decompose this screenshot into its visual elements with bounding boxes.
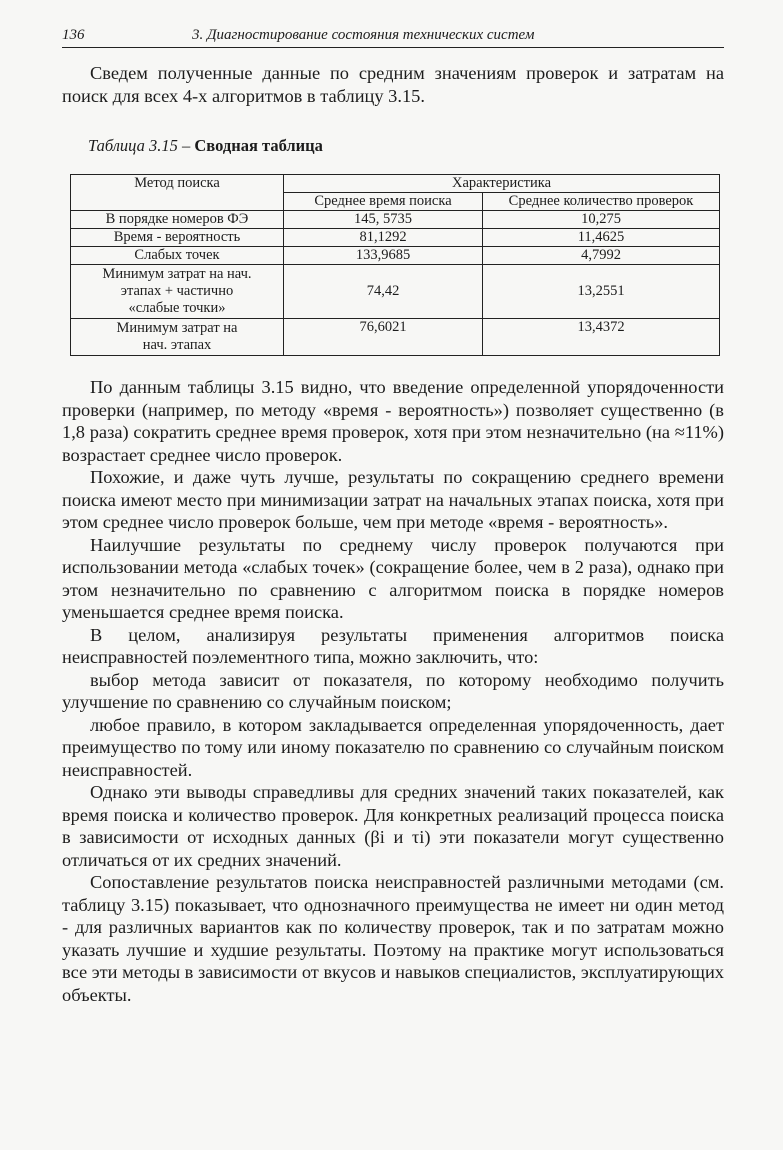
cell-checks: 13,4372: [483, 319, 720, 356]
body-paragraph: Похожие, и даже чуть лучше, результаты по сокращению среднего времени поиска имеют место при минимизации затрат на начальных этапах поиска, хотя при этом среднее число проверок больше, чем при методе «время - вероятность».: [62, 467, 724, 532]
cell-checks: 4,7992: [483, 247, 720, 265]
page-number: 136: [62, 27, 85, 43]
cell-time: 76,6021: [284, 319, 483, 356]
body-paragraph: В целом, анализируя результаты применения алгоритмов поиска неисправностей поэлементного типа, можно заключить, что:: [62, 624, 724, 667]
list-item: любое правило, в котором закладывается определенная упорядоченность, дает преимущество по тому или иному показателю по сравнению со случайным поиском неисправностей.: [62, 714, 724, 780]
cell-checks: 10,275: [483, 211, 720, 229]
header-avg-checks: Среднее количество проверок: [483, 193, 720, 211]
table-row: [71, 319, 720, 356]
table-caption: [88, 135, 724, 157]
header-avg-time: Среднее время поиска: [284, 193, 483, 211]
cell-method: Слабых точек: [71, 247, 284, 265]
header-characteristic: Характеристика: [284, 175, 720, 193]
summary-table: [70, 174, 720, 356]
cell-method: Минимум затрат на нач. этапах: [71, 319, 284, 356]
header-method: Метод поиска: [71, 175, 284, 211]
page: [62, 24, 724, 1006]
intro-paragraph: Сведем полученные данные по средним значениям проверок и затратам на поиск для всех 4-х алгоритмов в таблицу 3.15.: [62, 63, 724, 106]
cell-checks: 11,4625: [483, 229, 720, 247]
table-header-row: [71, 175, 720, 193]
cell-time: 81,1292: [284, 229, 483, 247]
cell-time: 133,9685: [284, 247, 483, 265]
running-title: 3. Диагностирование состояния технических систем: [192, 27, 535, 43]
body-paragraph: Сопоставление результатов поиска неисправностей различными методами (см. таблицу 3.15) показывает, что однозначного преимущества не имеет ни один метод - для различных вариантов как по количеству проверок, так и по затратам можно указать лучшие и худшие результаты. Поэтому на практике могут использоваться все эти методы в зависимости от вкусов и навыков специалистов, эксплуатирующих объекты.: [62, 872, 724, 1005]
cell-method: Время - вероятность: [71, 229, 284, 247]
cell-time: 145, 5735: [284, 211, 483, 229]
cell-checks: 13,2551: [483, 265, 720, 319]
body-text: [62, 376, 724, 1006]
table-row: [71, 247, 720, 265]
table-row: [71, 211, 720, 229]
table-row: [71, 229, 720, 247]
body-paragraph: Наилучшие результаты по среднему числу проверок получаются при использовании метода «слабых точек» (сокращение более, чем в 2 раза), однако при этом незначительно по сравнению с алгоритмом поиска в порядке номеров уменьшается среднее время поиска.: [62, 534, 724, 622]
body-paragraph: По данным таблицы 3.15 видно, что введение определенной упорядоченности проверки (например, по методу «время - вероятность») позволяет существенно (в 1,8 раза) сократить среднее время проверок, хотя при этом незначительно (на ≈11%) возрастает среднее число проверок.: [62, 377, 724, 465]
table-caption-name: Сводная таблица: [194, 136, 323, 155]
table-row: [71, 265, 720, 319]
table-caption-number: Таблица 3.15 –: [88, 136, 191, 155]
cell-time: 74,42: [284, 265, 483, 319]
cell-method: Минимум затрат на нач. этапах + частично «слабые точки»: [71, 265, 284, 319]
body-paragraph: Однако эти выводы справедливы для средних значений таких показателей, как время поиска и количество проверок. Для конкретных реализаций процесса поиска в зависимости от исходных данных (βi и τi) эти показатели могут существенно отличаться от их средних значений.: [62, 782, 724, 870]
running-header: [62, 24, 724, 48]
cell-method: В порядке номеров ФЭ: [71, 211, 284, 229]
list-item: выбор метода зависит от показателя, по которому необходимо получить улучшение по сравнению со случайным поиском;: [62, 669, 724, 712]
